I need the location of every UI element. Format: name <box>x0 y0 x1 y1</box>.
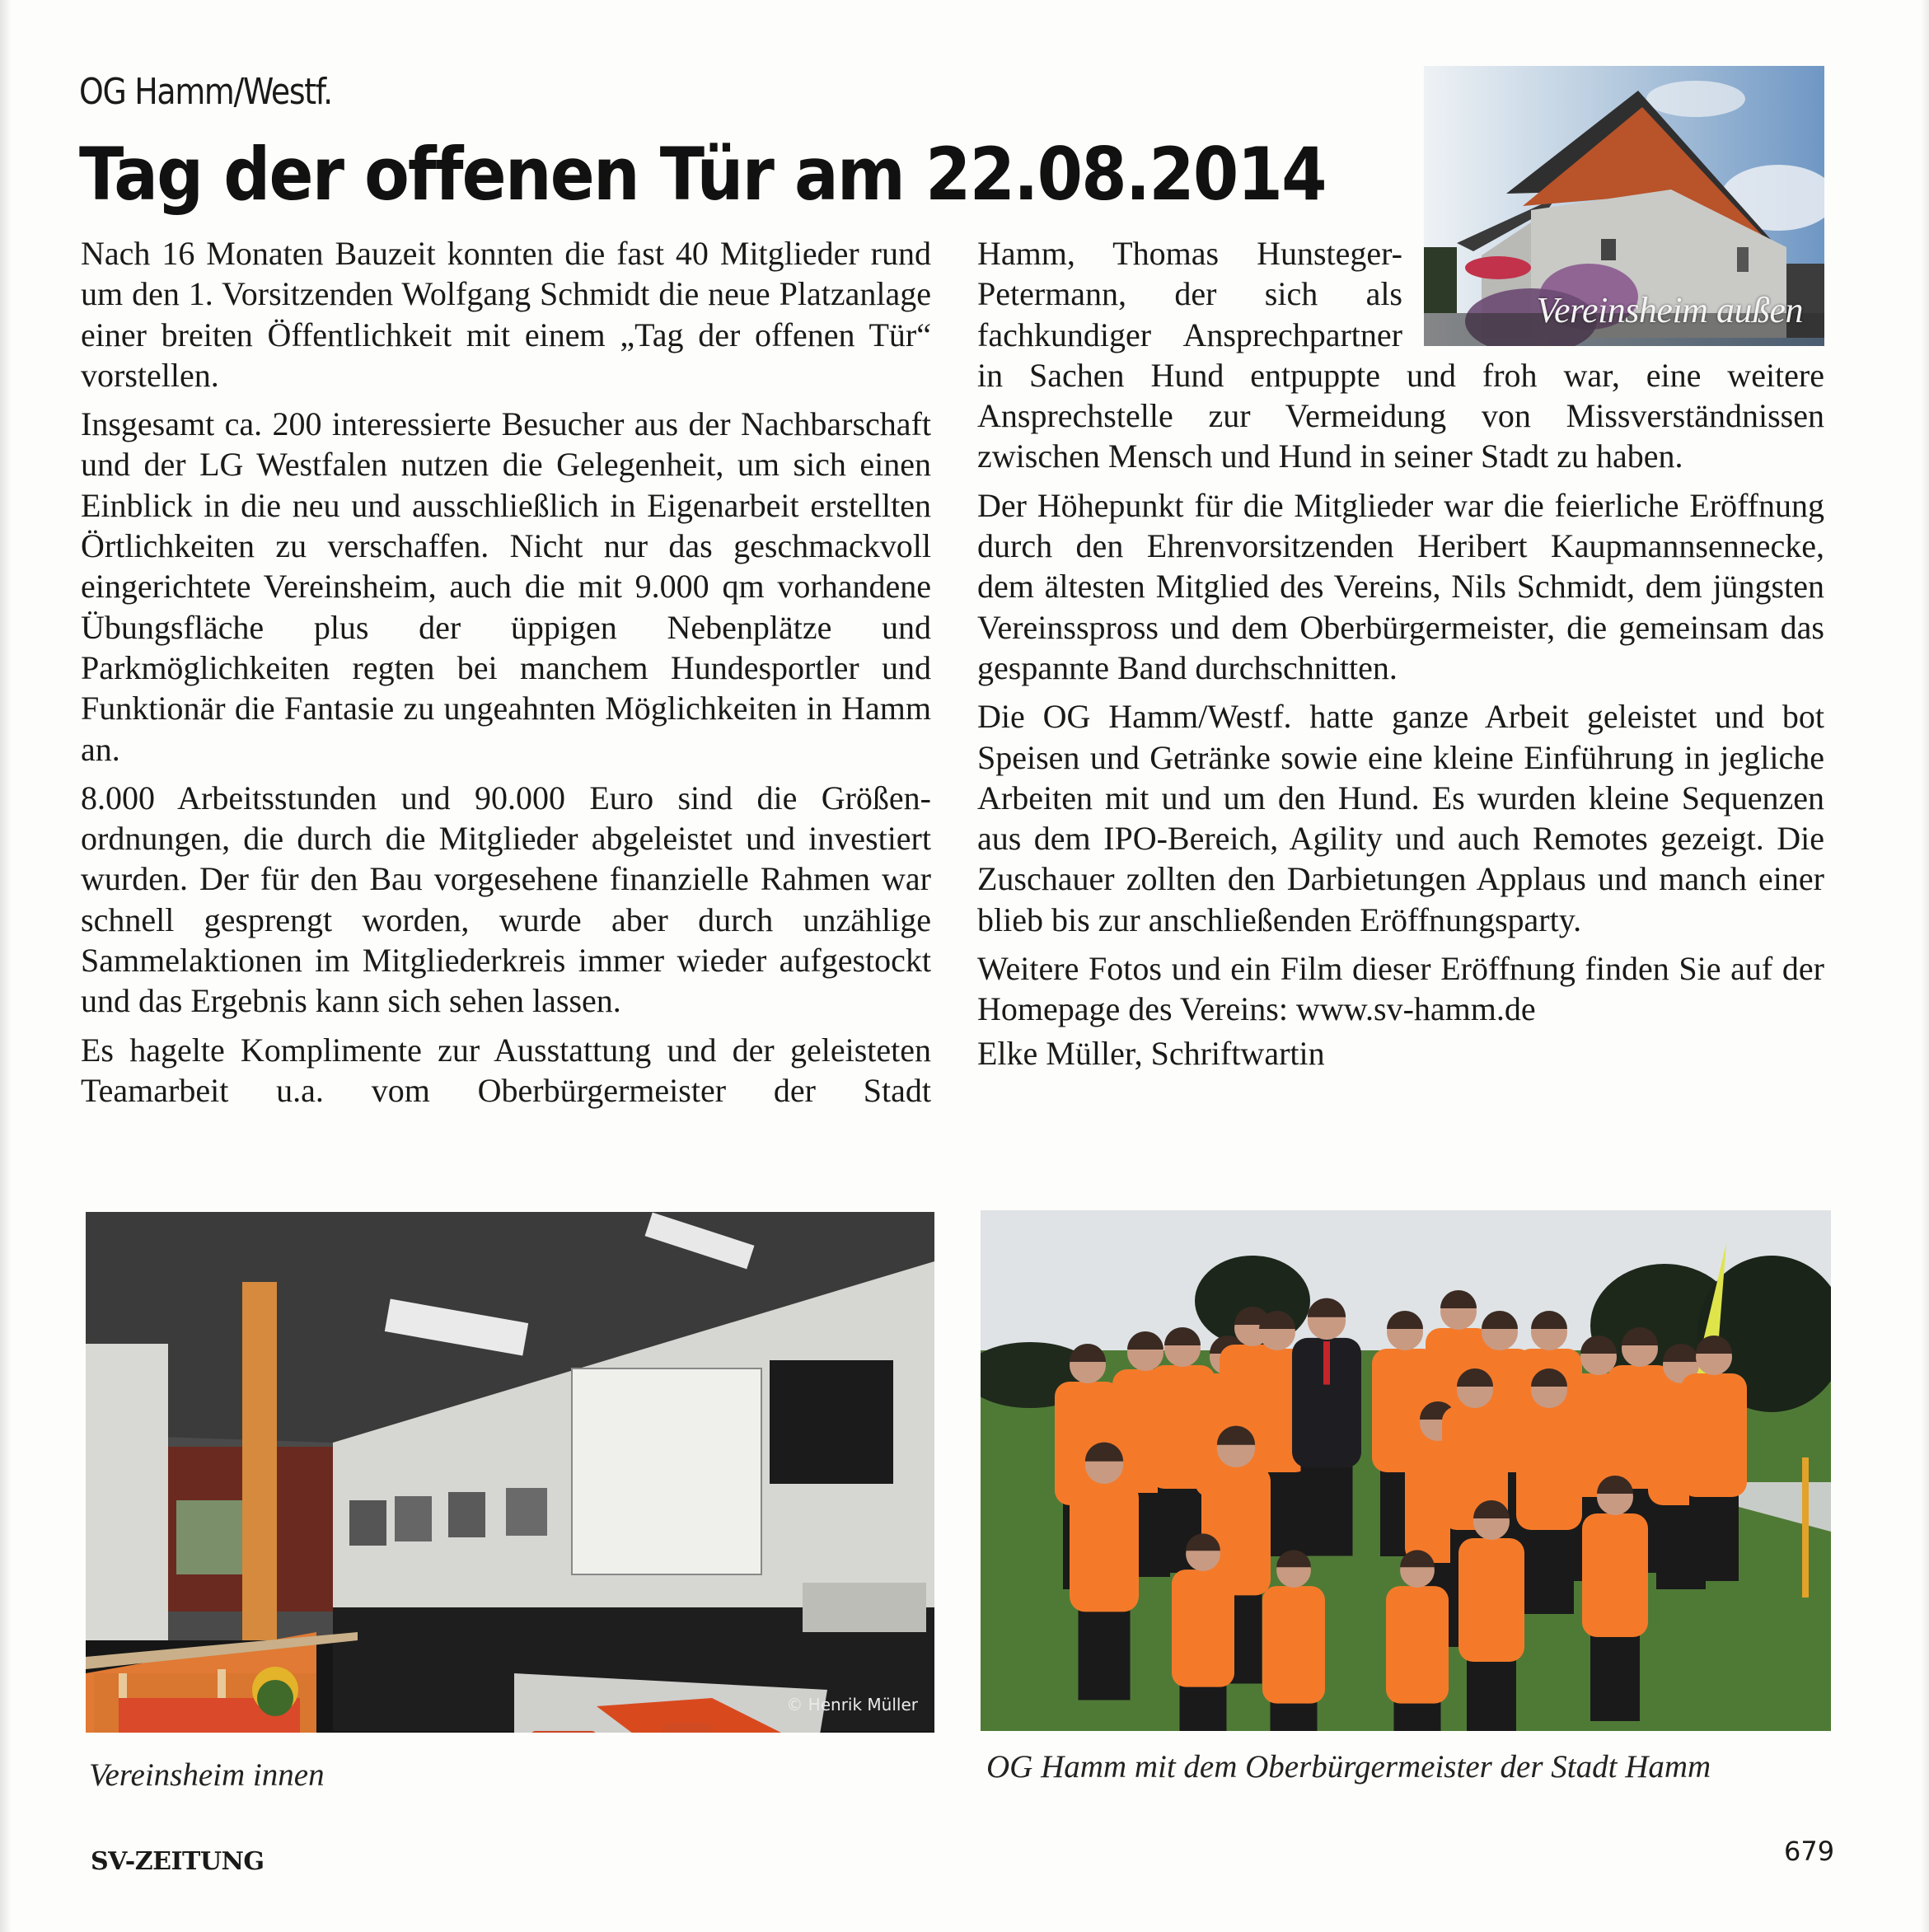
group-photo-image <box>981 1210 1831 1731</box>
wooden-pillar <box>242 1282 277 1644</box>
wall-tv <box>770 1360 893 1484</box>
photo-caption-interior: Vereinsheim innen <box>89 1757 325 1793</box>
photo-group <box>981 1210 1831 1731</box>
page-edge-shadow-right <box>1921 0 1929 1932</box>
photo-caption-group: OG Hamm mit dem Oberbürgermeister der Stadt Hamm <box>986 1749 1711 1785</box>
wall-picture <box>349 1500 386 1546</box>
paragraph: 8.000 Arbeitsstunden und 90.000 Euro sind die Größenordnungen, die durch die Mitglieder abgeleistet und investiert wurden. Der für den Bau vorgesehene finanzielle Rahmen war schnell gesprengt worden, wurde aber durch unzählige Sammelaktionen im Mitgliederkreis immer wieder aufgestockt und das Ergebnis kann sich sehen lassen. <box>81 779 931 1020</box>
clubhouse-interior-image <box>86 1212 934 1733</box>
paragraph: Nach 16 Monaten Bauzeit konnten die fast 40 Mitglieder rund um den 1. Vorsitzenden Wolfgang Schmidt die neue Platzanlage einer breiten Öffentlichkeit mit einem „Tag der offenen Tür“ vorstellen. <box>81 235 931 394</box>
hanging-flowers <box>1465 256 1531 279</box>
paragraph: Es hagelte Komplimente zur Ausstattung und der geleisteten Teamarbeit u.a. vom Oberbürgermeister der Stadt <box>81 1031 931 1109</box>
article-column-left <box>81 233 931 1119</box>
photo-clubhouse-interior <box>86 1212 934 1733</box>
photo-overlay-caption: Vereinsheim außen <box>1536 290 1803 330</box>
photo-credit: © Henrik Müller <box>786 1695 918 1714</box>
page-number: 679 <box>1784 1836 1835 1867</box>
paragraph: Der Höhepunkt für die Mitglieder war die feierliche Eröffnung durch den Ehrenvorsitzenden Heribert Kaupmannsennecke, dem ältesten Mitglied des Vereins, Nils Schmidt, dem jüngsten Vereinsspross und dem Oberbürgermeister, die gemeinsam das gespannte Band durchschnitten. <box>977 486 1824 686</box>
publication-name: SV-ZEITUNG <box>91 1847 265 1876</box>
photo-clubhouse-exterior <box>1424 66 1824 346</box>
page-edge-shadow <box>0 0 12 1932</box>
paragraph: Die OG Hamm/Westf. hatte ganze Arbeit geleistet und bot Speisen und Getränke sowie eine kleine Einführung in jegliche Arbeiten mit und um den Hund. Es wurden kleine Sequenzen aus dem IPO-Bereich, Agility und auch Remotes gezeigt. Die Zuschauer zollten den Darbietungen Applaus und manch einer blieb bis zur anschließenden Eröffnungsparty. <box>977 698 1824 938</box>
paragraph: Insgesamt ca. 200 interessierte Besucher aus der Nachbarschaft und der LG Westfalen nutzen die Gelegenheit, um sich einen Einblick in die neu und ausschließlich in Eigenarbeit erstellten Örtlichkeiten zu verschaffen. Nicht nur das geschmackvoll eingerichtete Vereinsheim, auch die mit 9.000 qm vorhandene Übungsfläche plus der üppigen Nebenplätze und Parkmöglichkeiten regten bei manchem Hundesportler und Funktionär die Fantasie zu ungeahnten Möglichkeiten in Hamm an. <box>81 405 931 768</box>
article-headline: Tag der offenen Tür am 22.08.2014 <box>79 132 1326 217</box>
paragraph: Hamm, Thomas Hunsteger-Petermann, der sich als fachkundiger Ansprechpartner in Sachen Hund entpuppte und froh war, eine weitere Ansprechstelle zur Vermeidung von Missverständnissen zwischen Mensch und Hund in seiner Stadt zu haben. <box>977 235 1824 475</box>
article-column-right <box>977 233 1824 1082</box>
projection-screen <box>572 1368 761 1574</box>
paragraph: Weitere Fotos und ein Film dieser Eröffnung finden Sie auf der Homepage des Vereins: www.sv-hamm.de <box>977 950 1824 1028</box>
section-kicker: OG Hamm/Westf. <box>79 71 332 113</box>
author-signature: Elke Müller, Schriftwartin <box>977 1034 1325 1072</box>
